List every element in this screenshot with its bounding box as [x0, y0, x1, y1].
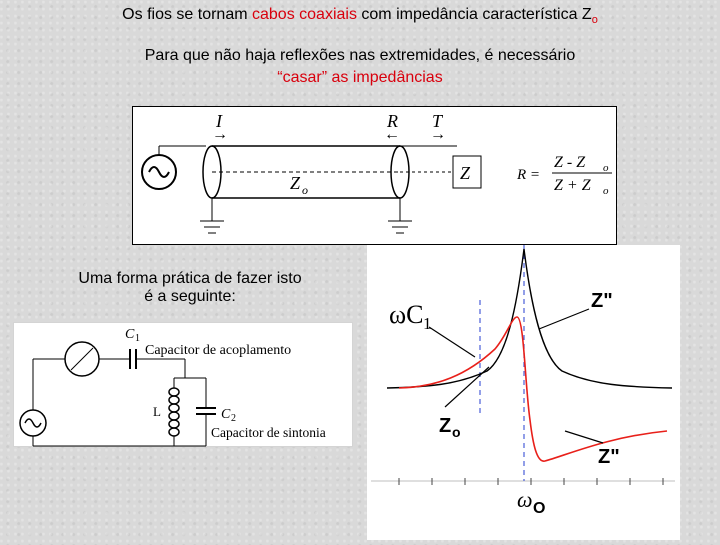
label-transmitted: T [432, 111, 443, 131]
omega-o-label-sub: O [533, 500, 546, 517]
zo-label: Z [439, 415, 452, 437]
formula-denominator-sub: o [603, 185, 609, 197]
formula-lhs: R = [517, 167, 541, 183]
c1-label-sub: 1 [135, 333, 140, 344]
heading-suffix: com impedância característica Z [356, 6, 592, 23]
tuning-capacitor-label: Capacitor de sintonia [211, 425, 326, 440]
arrow-transmitted: → [430, 126, 446, 143]
c2-label-sub: 2 [231, 413, 236, 424]
impedance-plot-panel [367, 245, 680, 540]
z-top-label: Z" [591, 290, 613, 312]
coax-diagram-panel [132, 106, 617, 245]
omega-o-label: ω [517, 487, 533, 512]
heading-prefix: Os fios se tornam [122, 6, 252, 23]
impedance-plot [367, 245, 680, 540]
heading-line-2: Para que não haja reflexões nas extremidades, é necessário [144, 47, 576, 64]
caption [40, 270, 340, 306]
arrow-incident: → [212, 126, 228, 143]
omega-c1-label-sub: 1 [423, 314, 432, 333]
formula-numerator: Z - Z [554, 154, 586, 171]
load-label: Z [460, 163, 471, 183]
heading-subscript: o [591, 14, 598, 27]
inductor-coil-icon [169, 388, 179, 436]
c1-label: C [125, 327, 135, 342]
x-axis-ticks [399, 478, 663, 485]
zo-label-sub: o [452, 424, 461, 440]
arrow-reflected: ← [384, 126, 400, 143]
coax-diagram [132, 106, 617, 245]
label-incident: I [216, 111, 222, 131]
heading-line-1 [0, 6, 720, 26]
heading-line-3: “casar” as impedâncias [277, 69, 443, 86]
caption-line-2: é a seguinte: [144, 288, 236, 305]
label-reflected: R [387, 111, 398, 131]
zo-pointer [445, 367, 489, 407]
c2-label: C [221, 407, 231, 422]
z-top-pointer [539, 309, 589, 329]
tuning-circuit-panel [13, 322, 353, 447]
omega-c1-pointer [429, 327, 475, 357]
reactance-curve [399, 317, 667, 461]
coupling-capacitor-label: Capacitor de acoplamento [145, 343, 292, 358]
label-zo-sub: o [302, 183, 308, 197]
tuning-circuit [13, 322, 353, 447]
label-zo: Z [290, 173, 301, 193]
z-bottom-pointer [565, 431, 603, 443]
formula-denominator: Z + Z [554, 177, 591, 194]
caption-line-1: Uma forma prática de fazer isto [78, 270, 302, 287]
heading-highlight: cabos coaxiais [252, 6, 357, 23]
formula-numerator-sub: o [603, 162, 609, 174]
omega-c1-label: ωC [389, 300, 424, 329]
inductor-label: L [153, 404, 161, 419]
z-bottom-label: Z" [598, 446, 620, 468]
